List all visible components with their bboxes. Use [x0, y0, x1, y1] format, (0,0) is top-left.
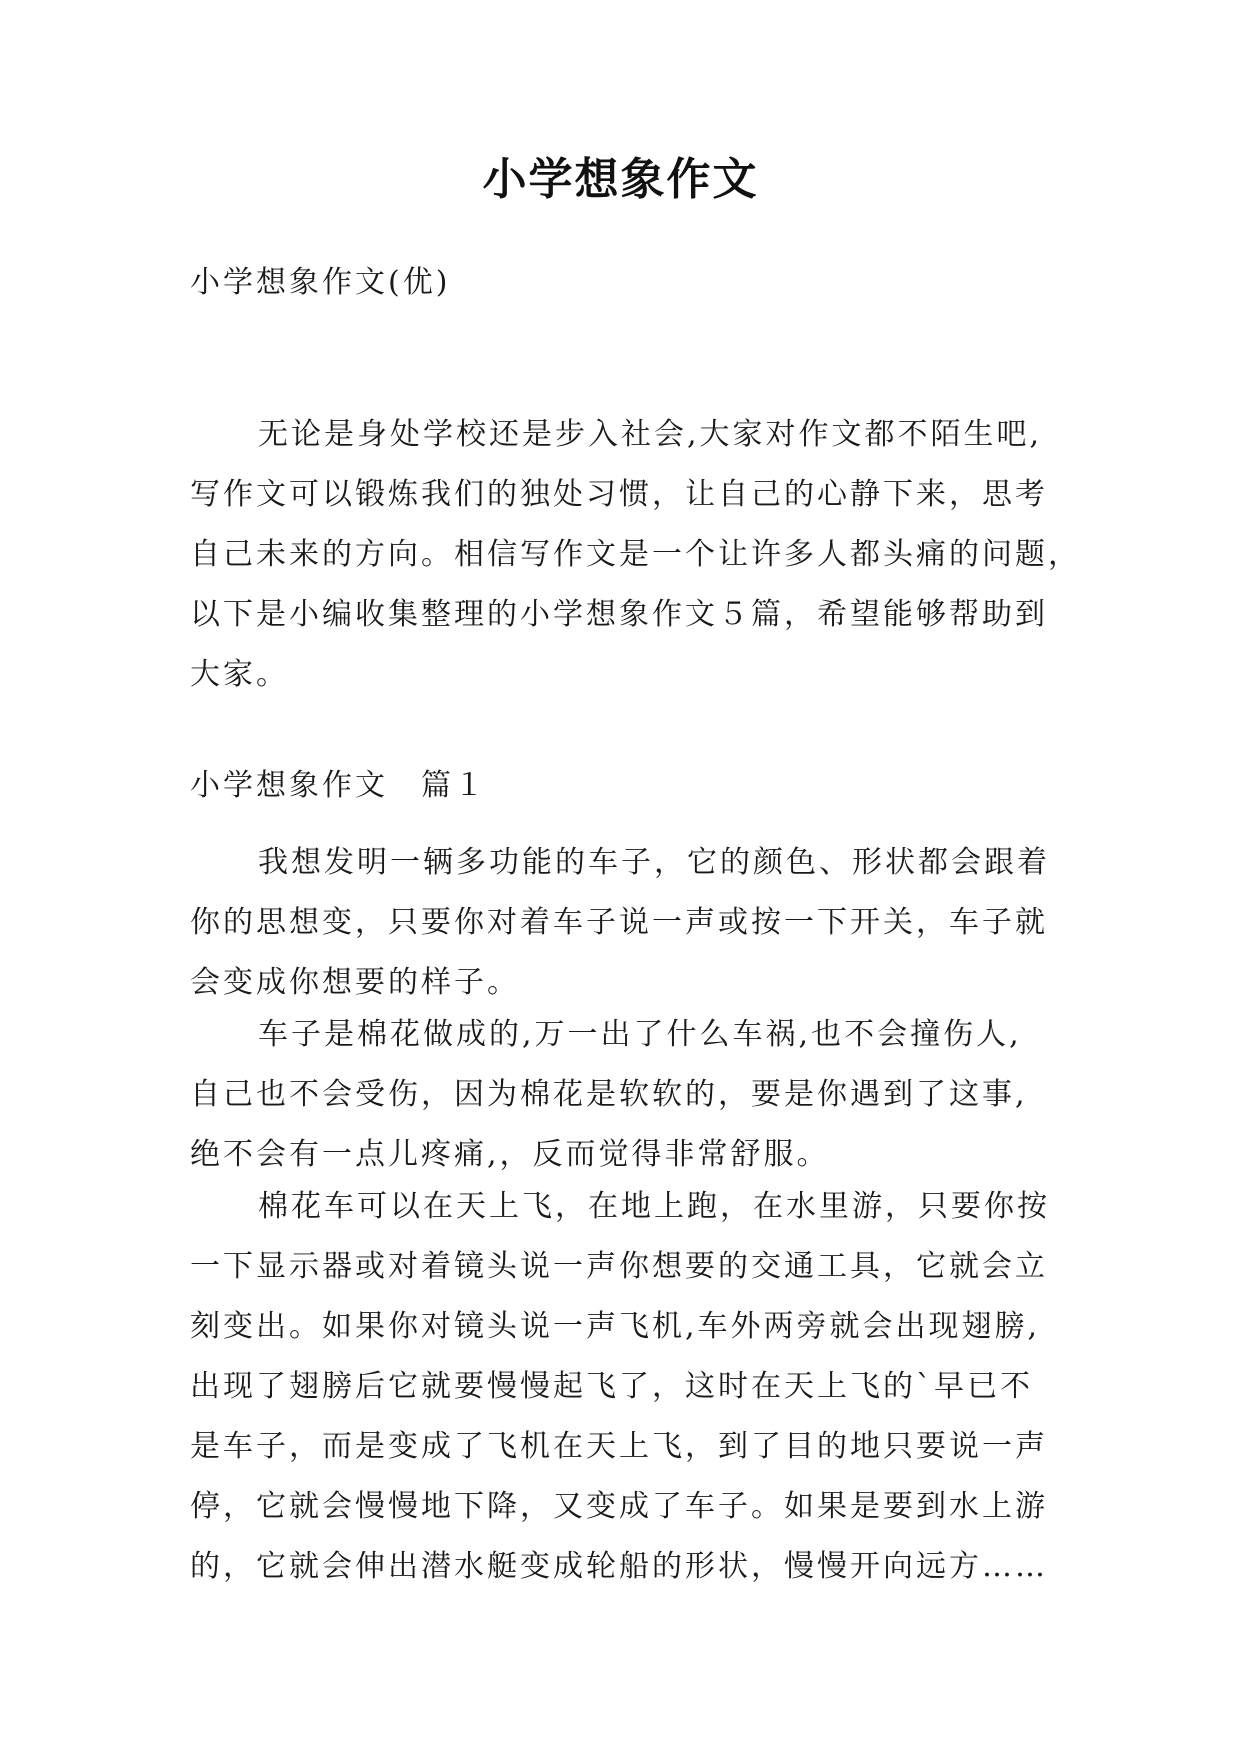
intro-paragraph [190, 405, 1081, 705]
document-subtitle: 小学想象作文(优) [190, 265, 451, 300]
paragraph-line: 你的思想变，只要你对着车子说一声或按一下开关，车子就 [190, 905, 1048, 940]
section-paragraph-2 [190, 1005, 1060, 1185]
paragraph-line: 出现了翅膀后它就要慢慢起飞了，这时在天上飞的`早已不 [190, 1369, 1033, 1404]
paragraph-line: 的，它就会伸出潜水艇变成轮船的形状，慢慢开向远方…… [190, 1549, 1048, 1584]
paragraph-line: 是车子，而是变成了飞机在天上飞，到了目的地只要说一声 [190, 1429, 1048, 1464]
paragraph-line: 棉花车可以在天上飞，在地上跑，在水里游，只要你按 [258, 1189, 1050, 1224]
paragraph-line: 刻变出。如果你对镜头说一声飞机,车外两旁就会出现翅膀, [190, 1309, 1041, 1344]
section-paragraph-1 [190, 833, 1060, 1013]
paragraph-line: 会变成你想要的样子。 [190, 965, 520, 1000]
paragraph-line: 自己也不会受伤，因为棉花是软软的，要是你遇到了这事, [190, 1077, 1028, 1112]
paragraph-line: 一下显示器或对着镜头说一声你想要的交通工具，它就会立 [190, 1249, 1048, 1284]
intro-line: 无论是身处学校还是步入社会,大家对作文都不陌生吧, [258, 417, 1043, 452]
paragraph-line: 绝不会有一点儿疼痛,，反而觉得非常舒服。 [190, 1137, 830, 1172]
paragraph-line: 停，它就会慢慢地下降，又变成了车子。如果是要到水上游 [190, 1489, 1048, 1524]
intro-line: 写作文可以锻炼我们的独处习惯，让自己的心静下来，思考 [190, 477, 1048, 512]
paragraph-line: 车子是棉花做成的,万一出了什么车祸,也不会撞伤人, [258, 1017, 1022, 1052]
paragraph-line: 我想发明一辆多功能的车子，它的颜色、形状都会跟着 [258, 845, 1050, 880]
document-title: 小学想象作文 [482, 154, 759, 205]
section-paragraph-3 [190, 1177, 1060, 1597]
section-heading: 小学想象作文 篇１ [190, 768, 487, 803]
intro-line: 以下是小编收集整理的小学想象作文５篇，希望能够帮助到 [190, 597, 1048, 632]
intro-line: 自己未来的方向。相信写作文是一个让许多人都头痛的问题， [190, 537, 1081, 572]
intro-line: 大家。 [190, 657, 289, 692]
